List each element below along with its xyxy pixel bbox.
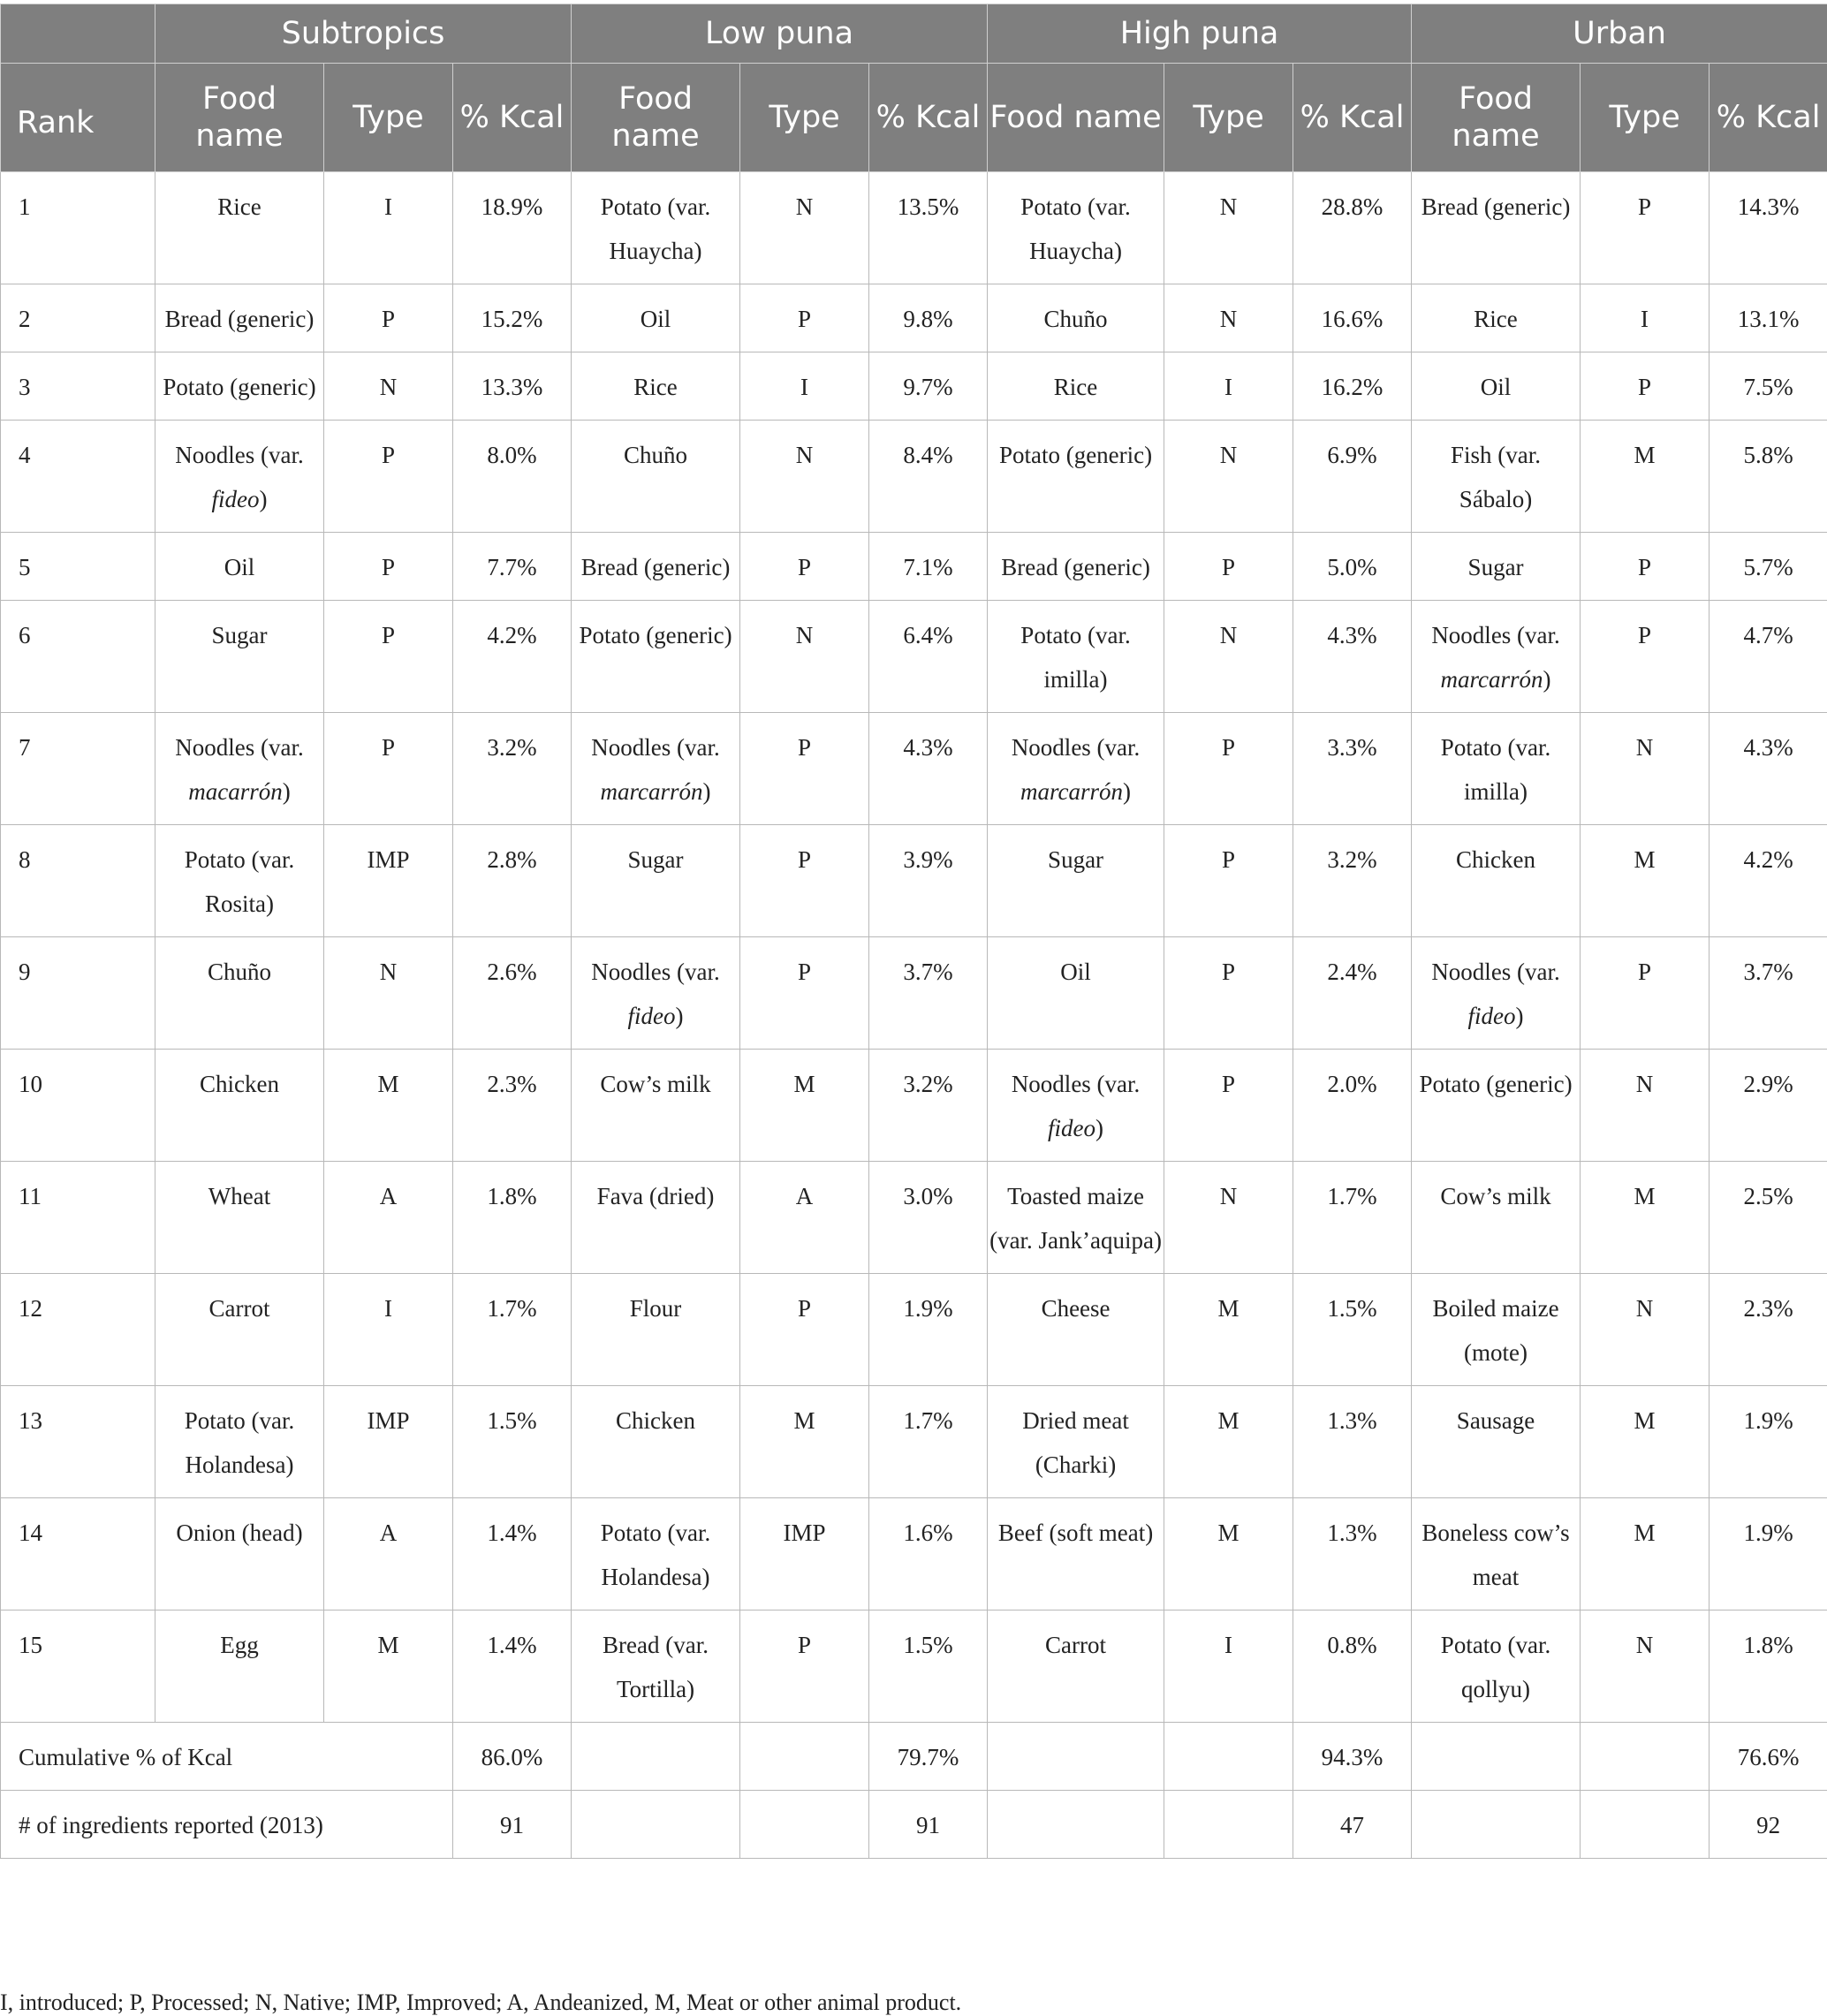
food-name-cell: Flour — [572, 1274, 740, 1386]
rank-cell: 14 — [1, 1498, 155, 1611]
type-cell: P — [740, 713, 869, 825]
table-row — [1, 352, 1827, 421]
kcal-cell: 16.2% — [1293, 352, 1412, 421]
food-name-cell: Sugar — [572, 825, 740, 937]
summary-blank — [988, 1723, 1164, 1791]
kcal-cell: 6.4% — [869, 601, 988, 713]
food-name-cell: Potato (generic) — [988, 421, 1164, 533]
food-name-cell: Noodles (var. fideo) — [572, 937, 740, 1050]
food-name-cell: Noodles (var. fideo) — [1412, 937, 1581, 1050]
kcal-cell: 8.4% — [869, 421, 988, 533]
kcal-header: % Kcal — [453, 64, 572, 172]
table-row — [1, 1162, 1827, 1274]
type-cell: M — [740, 1386, 869, 1498]
table-row — [1, 421, 1827, 533]
kcal-cell: 1.5% — [869, 1611, 988, 1723]
food-name-cell: Noodles (var. fideo) — [988, 1050, 1164, 1162]
kcal-cell: 9.7% — [869, 352, 988, 421]
kcal-cell: 7.7% — [453, 533, 572, 601]
rank-cell: 6 — [1, 601, 155, 713]
kcal-header: % Kcal — [1293, 64, 1412, 172]
type-cell: N — [740, 421, 869, 533]
food-name-cell: Noodles (var. marcarrón) — [572, 713, 740, 825]
type-cell: P — [1164, 825, 1293, 937]
rank-cell: 2 — [1, 284, 155, 352]
food-name-cell: Chicken — [1412, 825, 1581, 937]
table-row — [1, 1050, 1827, 1162]
corner-blank — [1, 4, 155, 64]
type-header: Type — [1164, 64, 1293, 172]
kcal-cell: 1.9% — [1709, 1386, 1827, 1498]
kcal-cell: 3.0% — [869, 1162, 988, 1274]
kcal-cell: 2.6% — [453, 937, 572, 1050]
type-cell: N — [1581, 713, 1709, 825]
region-header: Urban — [1412, 4, 1827, 64]
food-name-cell: Potato (var. Holandesa) — [155, 1386, 324, 1498]
kcal-cell: 4.7% — [1709, 601, 1827, 713]
kcal-cell: 3.7% — [869, 937, 988, 1050]
rank-cell: 9 — [1, 937, 155, 1050]
kcal-cell: 8.0% — [453, 421, 572, 533]
kcal-cell: 2.0% — [1293, 1050, 1412, 1162]
food-name-cell: Potato (var. qollyu) — [1412, 1611, 1581, 1723]
food-name-cell: Boiled maize (mote) — [1412, 1274, 1581, 1386]
kcal-cell: 13.5% — [869, 172, 988, 284]
rank-cell: 4 — [1, 421, 155, 533]
food-name-cell: Noodles (var. fideo) — [155, 421, 324, 533]
kcal-cell: 2.5% — [1709, 1162, 1827, 1274]
table-footnote: I, introduced; P, Processed; N, Native; IMP, Improved; A, Andeanized, M, Meat or other animal product. — [0, 1989, 961, 2016]
summary-value: 92 — [1709, 1791, 1827, 1859]
food-name-cell: Potato (var. Huaycha) — [572, 172, 740, 284]
summary-blank — [572, 1791, 740, 1859]
summary-blank — [1581, 1791, 1709, 1859]
kcal-cell: 4.3% — [1293, 601, 1412, 713]
food-name-cell: Chicken — [572, 1386, 740, 1498]
kcal-cell: 1.7% — [1293, 1162, 1412, 1274]
type-cell: M — [324, 1611, 453, 1723]
type-cell: N — [1581, 1274, 1709, 1386]
kcal-cell: 3.3% — [1293, 713, 1412, 825]
food-name-cell: Noodles (var. marcarrón) — [1412, 601, 1581, 713]
kcal-cell: 3.7% — [1709, 937, 1827, 1050]
kcal-header: % Kcal — [869, 64, 988, 172]
food-name-cell: Bread (generic) — [572, 533, 740, 601]
kcal-header: % Kcal — [1709, 64, 1827, 172]
summary-value: 47 — [1293, 1791, 1412, 1859]
summary-blank — [988, 1791, 1164, 1859]
table-row — [1, 601, 1827, 713]
type-cell: P — [324, 421, 453, 533]
food-name-cell: Potato (var. imilla) — [1412, 713, 1581, 825]
rank-cell: 13 — [1, 1386, 155, 1498]
rank-cell: 8 — [1, 825, 155, 937]
table-row — [1, 1386, 1827, 1498]
kcal-cell: 5.0% — [1293, 533, 1412, 601]
type-cell: N — [1581, 1050, 1709, 1162]
summary-label: # of ingredients reported (2013) — [1, 1791, 453, 1859]
food-name-cell: Potato (var. imilla) — [988, 601, 1164, 713]
summary-row — [1, 1723, 1827, 1791]
type-cell: N — [324, 937, 453, 1050]
summary-value: 76.6% — [1709, 1723, 1827, 1791]
kcal-cell: 2.4% — [1293, 937, 1412, 1050]
type-cell: P — [324, 601, 453, 713]
kcal-cell: 2.3% — [1709, 1274, 1827, 1386]
kcal-cell: 3.2% — [453, 713, 572, 825]
food-name-cell: Dried meat (Charki) — [988, 1386, 1164, 1498]
kcal-cell: 9.8% — [869, 284, 988, 352]
table-row — [1, 825, 1827, 937]
food-name-cell: Rice — [988, 352, 1164, 421]
kcal-cell: 1.7% — [453, 1274, 572, 1386]
food-name-cell: Potato (generic) — [572, 601, 740, 713]
food-name-cell: Bread (generic) — [155, 284, 324, 352]
summary-value: 79.7% — [869, 1723, 988, 1791]
type-cell: P — [740, 533, 869, 601]
food-name-cell: Sugar — [988, 825, 1164, 937]
type-cell: P — [1164, 1050, 1293, 1162]
food-name-cell: Onion (head) — [155, 1498, 324, 1611]
food-ranking-table — [0, 4, 1827, 1859]
kcal-cell: 6.9% — [1293, 421, 1412, 533]
table-row — [1, 1274, 1827, 1386]
summary-value: 91 — [453, 1791, 572, 1859]
food-name-header: Food name — [572, 64, 740, 172]
food-name-cell: Fava (dried) — [572, 1162, 740, 1274]
food-name-cell: Potato (var. Holandesa) — [572, 1498, 740, 1611]
food-name-cell: Chuño — [155, 937, 324, 1050]
type-cell: M — [740, 1050, 869, 1162]
type-cell: P — [1164, 937, 1293, 1050]
kcal-cell: 5.7% — [1709, 533, 1827, 601]
type-cell: N — [1164, 421, 1293, 533]
type-cell: P — [1164, 713, 1293, 825]
type-cell: M — [1164, 1386, 1293, 1498]
type-cell: M — [1581, 1498, 1709, 1611]
type-header: Type — [324, 64, 453, 172]
kcal-cell: 2.3% — [453, 1050, 572, 1162]
summary-blank — [572, 1723, 740, 1791]
food-name-cell: Chuño — [988, 284, 1164, 352]
summary-blank — [1581, 1723, 1709, 1791]
type-cell: IMP — [324, 825, 453, 937]
kcal-cell: 4.2% — [453, 601, 572, 713]
table-row — [1, 1611, 1827, 1723]
type-cell: P — [324, 533, 453, 601]
kcal-cell: 18.9% — [453, 172, 572, 284]
table-row — [1, 1498, 1827, 1611]
kcal-cell: 2.9% — [1709, 1050, 1827, 1162]
type-cell: I — [324, 172, 453, 284]
type-cell: P — [740, 284, 869, 352]
type-cell: I — [324, 1274, 453, 1386]
food-name-cell: Rice — [155, 172, 324, 284]
summary-label: Cumulative % of Kcal — [1, 1723, 453, 1791]
food-name-cell: Cheese — [988, 1274, 1164, 1386]
food-name-cell: Sausage — [1412, 1386, 1581, 1498]
type-cell: M — [1581, 421, 1709, 533]
table-row — [1, 172, 1827, 284]
food-name-cell: Potato (var. Huaycha) — [988, 172, 1164, 284]
kcal-cell: 7.5% — [1709, 352, 1827, 421]
type-cell: M — [1581, 1162, 1709, 1274]
type-cell: P — [740, 1611, 869, 1723]
kcal-cell: 13.3% — [453, 352, 572, 421]
kcal-cell: 28.8% — [1293, 172, 1412, 284]
rank-cell: 11 — [1, 1162, 155, 1274]
summary-blank — [1164, 1723, 1293, 1791]
kcal-cell: 1.9% — [869, 1274, 988, 1386]
food-name-cell: Cow’s milk — [1412, 1162, 1581, 1274]
type-cell: P — [1581, 601, 1709, 713]
food-name-cell: Potato (generic) — [1412, 1050, 1581, 1162]
summary-blank — [740, 1723, 869, 1791]
food-name-cell: Cow’s milk — [572, 1050, 740, 1162]
kcal-cell: 1.5% — [1293, 1274, 1412, 1386]
type-cell: M — [1164, 1498, 1293, 1611]
food-name-cell: Bread (generic) — [988, 533, 1164, 601]
kcal-cell: 1.4% — [453, 1498, 572, 1611]
kcal-cell: 7.1% — [869, 533, 988, 601]
summary-value: 91 — [869, 1791, 988, 1859]
kcal-cell: 16.6% — [1293, 284, 1412, 352]
kcal-cell: 1.4% — [453, 1611, 572, 1723]
rank-cell: 5 — [1, 533, 155, 601]
kcal-cell: 2.8% — [453, 825, 572, 937]
rank-cell: 12 — [1, 1274, 155, 1386]
type-cell: A — [324, 1162, 453, 1274]
food-name-cell: Noodles (var. macarrón) — [155, 713, 324, 825]
type-cell: A — [740, 1162, 869, 1274]
type-cell: P — [1581, 533, 1709, 601]
food-name-header: Food name — [988, 64, 1164, 172]
kcal-cell: 1.3% — [1293, 1386, 1412, 1498]
type-cell: M — [1164, 1274, 1293, 1386]
food-name-cell: Fish (var. Sábalo) — [1412, 421, 1581, 533]
food-name-cell: Rice — [572, 352, 740, 421]
kcal-cell: 4.3% — [1709, 713, 1827, 825]
type-cell: N — [740, 172, 869, 284]
region-header: Low puna — [572, 4, 988, 64]
rank-cell: 1 — [1, 172, 155, 284]
kcal-cell: 1.7% — [869, 1386, 988, 1498]
food-name-cell: Bread (generic) — [1412, 172, 1581, 284]
summary-value: 94.3% — [1293, 1723, 1412, 1791]
food-name-cell: Sugar — [155, 601, 324, 713]
type-cell: I — [1164, 352, 1293, 421]
kcal-cell: 1.3% — [1293, 1498, 1412, 1611]
kcal-cell: 3.2% — [1293, 825, 1412, 937]
type-cell: P — [324, 284, 453, 352]
kcal-cell: 1.5% — [453, 1386, 572, 1498]
type-cell: P — [1581, 937, 1709, 1050]
food-name-cell: Oil — [988, 937, 1164, 1050]
rank-cell: 15 — [1, 1611, 155, 1723]
type-cell: A — [324, 1498, 453, 1611]
type-cell: P — [1581, 352, 1709, 421]
table-row — [1, 533, 1827, 601]
food-name-cell: Boneless cow’s meat — [1412, 1498, 1581, 1611]
kcal-cell: 14.3% — [1709, 172, 1827, 284]
food-name-cell: Toasted maize (var. Jank’aquipa) — [988, 1162, 1164, 1274]
region-header: High puna — [988, 4, 1412, 64]
food-name-cell: Beef (soft meat) — [988, 1498, 1164, 1611]
kcal-cell: 3.2% — [869, 1050, 988, 1162]
food-name-cell: Rice — [1412, 284, 1581, 352]
food-name-cell: Sugar — [1412, 533, 1581, 601]
type-cell: P — [740, 1274, 869, 1386]
summary-value: 86.0% — [453, 1723, 572, 1791]
kcal-cell: 1.8% — [1709, 1611, 1827, 1723]
type-cell: IMP — [740, 1498, 869, 1611]
kcal-cell: 4.3% — [869, 713, 988, 825]
type-header: Type — [1581, 64, 1709, 172]
type-cell: M — [324, 1050, 453, 1162]
food-name-cell: Potato (var. Rosita) — [155, 825, 324, 937]
food-name-cell: Oil — [572, 284, 740, 352]
kcal-cell: 0.8% — [1293, 1611, 1412, 1723]
rank-cell: 10 — [1, 1050, 155, 1162]
food-name-cell: Chuño — [572, 421, 740, 533]
type-header: Type — [740, 64, 869, 172]
kcal-cell: 5.8% — [1709, 421, 1827, 533]
food-name-header: Food name — [155, 64, 324, 172]
kcal-cell: 13.1% — [1709, 284, 1827, 352]
type-cell: N — [1581, 1611, 1709, 1723]
type-cell: M — [1581, 1386, 1709, 1498]
type-cell: I — [740, 352, 869, 421]
table-row — [1, 284, 1827, 352]
food-name-cell: Egg — [155, 1611, 324, 1723]
food-name-cell: Bread (var. Tortilla) — [572, 1611, 740, 1723]
summary-blank — [740, 1791, 869, 1859]
kcal-cell: 1.9% — [1709, 1498, 1827, 1611]
food-name-cell: Carrot — [155, 1274, 324, 1386]
type-cell: I — [1164, 1611, 1293, 1723]
type-cell: N — [1164, 284, 1293, 352]
kcal-cell: 1.8% — [453, 1162, 572, 1274]
summary-blank — [1412, 1791, 1581, 1859]
type-cell: N — [1164, 172, 1293, 284]
type-cell: N — [324, 352, 453, 421]
food-name-cell: Wheat — [155, 1162, 324, 1274]
kcal-cell: 15.2% — [453, 284, 572, 352]
rank-header: Rank — [1, 64, 155, 172]
kcal-cell: 1.6% — [869, 1498, 988, 1611]
food-name-header: Food name — [1412, 64, 1581, 172]
food-name-cell: Chicken — [155, 1050, 324, 1162]
food-name-cell: Carrot — [988, 1611, 1164, 1723]
kcal-cell: 4.2% — [1709, 825, 1827, 937]
food-name-cell: Noodles (var. marcarrón) — [988, 713, 1164, 825]
region-header: Subtropics — [155, 4, 572, 64]
type-cell: P — [740, 937, 869, 1050]
type-cell: N — [1164, 601, 1293, 713]
type-cell: M — [1581, 825, 1709, 937]
summary-blank — [1412, 1723, 1581, 1791]
type-cell: P — [324, 713, 453, 825]
type-cell: I — [1581, 284, 1709, 352]
type-cell: N — [1164, 1162, 1293, 1274]
food-name-cell: Potato (generic) — [155, 352, 324, 421]
food-name-cell: Oil — [1412, 352, 1581, 421]
type-cell: IMP — [324, 1386, 453, 1498]
type-cell: P — [740, 825, 869, 937]
rank-cell: 3 — [1, 352, 155, 421]
table-row — [1, 713, 1827, 825]
food-name-cell: Oil — [155, 533, 324, 601]
rank-cell: 7 — [1, 713, 155, 825]
summary-blank — [1164, 1791, 1293, 1859]
summary-row — [1, 1791, 1827, 1859]
kcal-cell: 3.9% — [869, 825, 988, 937]
type-cell: N — [740, 601, 869, 713]
table-row — [1, 937, 1827, 1050]
type-cell: P — [1581, 172, 1709, 284]
type-cell: P — [1164, 533, 1293, 601]
